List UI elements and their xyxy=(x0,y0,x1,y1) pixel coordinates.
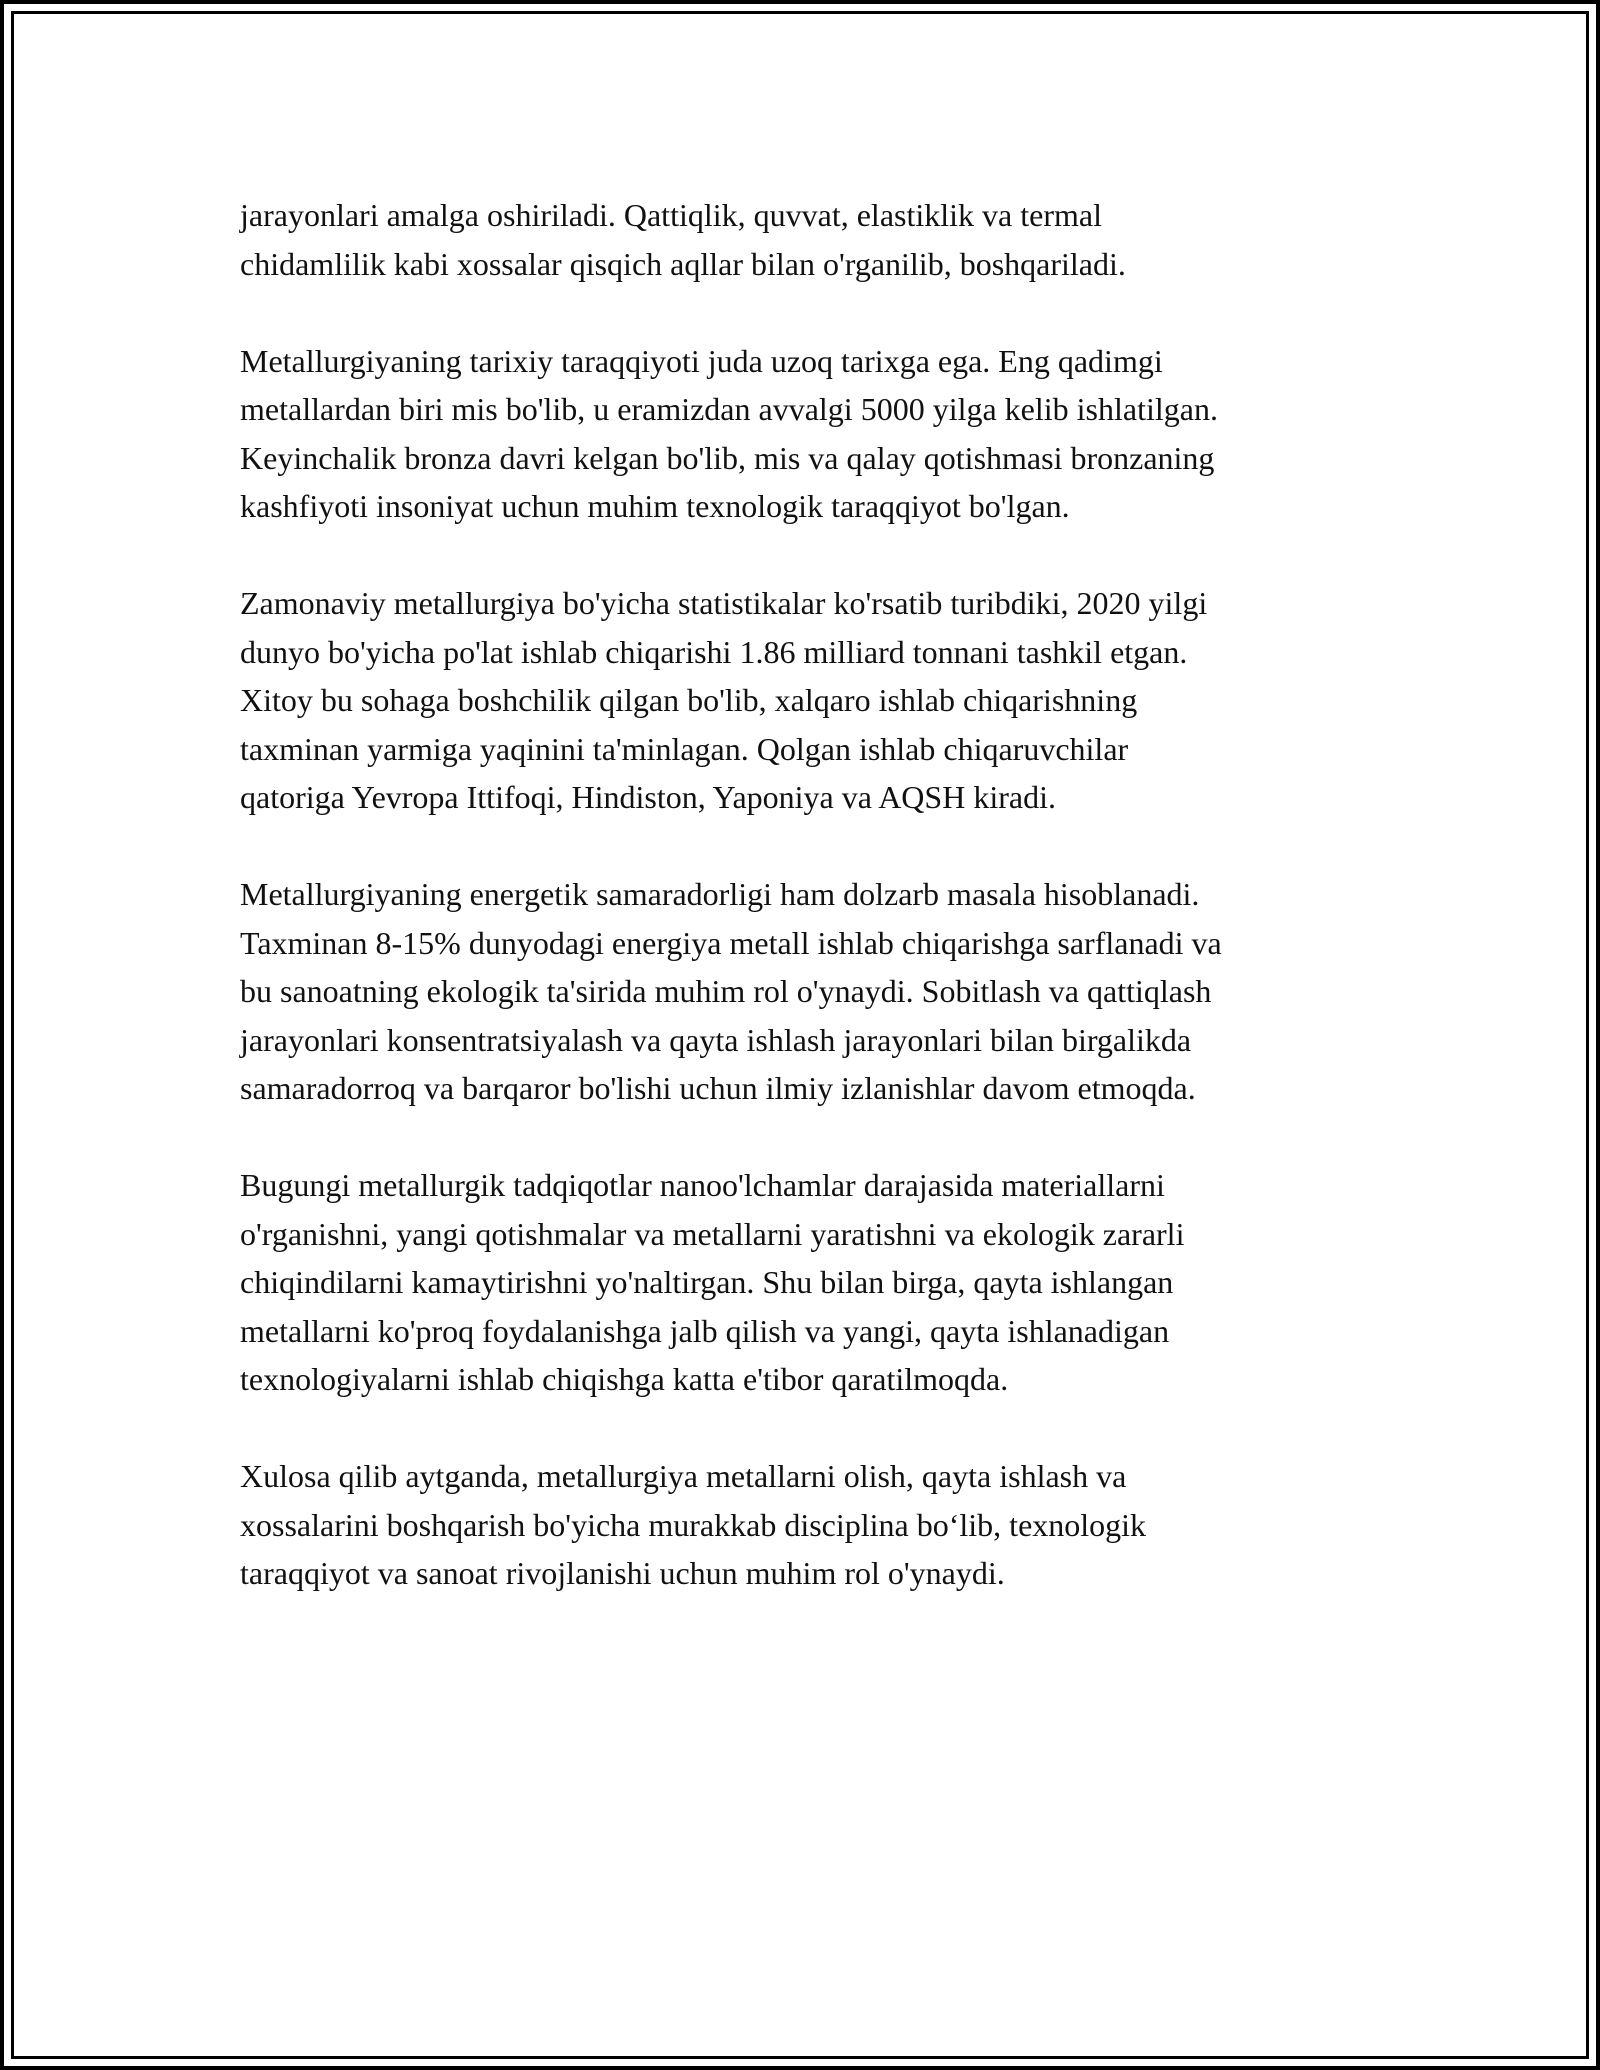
paragraph-2: Metallurgiyaning tarixiy taraqqiyoti juda uzoq tarixga ega. Eng qadimgi metallardan biri mis bo'lib, u eramizdan avvalgi 5000 yilga kelib ishlatilgan. Keyinchalik bronza davri kelgan bo'lib, mis va qalay qotishmasi bronzaning kashfiyoti insoniyat uchun muhim texnologik taraqqiyot bo'lgan. xyxy=(240,342,1218,524)
paragraph-4: Metallurgiyaning energetik samaradorligi ham dolzarb masala hisoblanadi. Taxminan 8-15% dunyodagi energiya metall ishlab chiqarishga sarflanadi va bu sanoatning ekologik ta'sirida muhim rol o'ynaydi. Sobitlash va qattiqlash jarayonlari konsentratsiyalash va qayta ishlash jarayonlari bilan birgalikda samaradorroq va barqaror bo'lishi uchun ilmiy izlanishlar davom etmoqda. xyxy=(240,876,1222,1106)
paragraph-6: Xulosa qilib aytganda, metallurgiya metallarni olish, qayta ishlash va xossalarini boshqarish bo'yicha murakkab disciplina bo‘lib, texnologik taraqqiyot va sanoat rivojlanishi uchun muhim rol o'ynaydi. xyxy=(240,1458,1147,1591)
paragraph-5: Bugungi metallurgik tadqiqotlar nanoo'lchamlar darajasida materiallarni o'rganishni, yangi qotishmalar va metallarni yaratishni va ekologik zararli chiqindilarni kamaytirishni yo'naltirgan. Shu bilan birga, qayta ishlangan metallarni ko'proq foydalanishga jalb qilish va yangi, qayta ishlanadigan texnologiyalarni ishlab chiqishga katta e'tibor qaratilmoqda. xyxy=(240,1167,1185,1397)
document-body xyxy=(240,191,1390,1646)
paragraph-1: jarayonlari amalga oshiriladi. Qattiqlik, quvvat, elastiklik va termal chidamlilik kabi xossalar qisqich aqllar bilan o'rganilib, boshqariladi. xyxy=(240,197,1126,282)
paragraph-3: Zamonaviy metallurgiya bo'yicha statistikalar ko'rsatib turibdiki, 2020 yilgi dunyo bo'yicha po'lat ishlab chiqarishi 1.86 milliard tonnani tashkil etgan. Xitoy bu sohaga boshchilik qilgan bo'lib, xalqaro ishlab chiqarishning taxminan yarmiga yaqinini ta'minlagan. Qolgan ishlab chiqaruvchilar qatoriga Yevropa Ittifoqi, Hindiston, Yaponiya va AQSH kiradi. xyxy=(240,585,1208,815)
